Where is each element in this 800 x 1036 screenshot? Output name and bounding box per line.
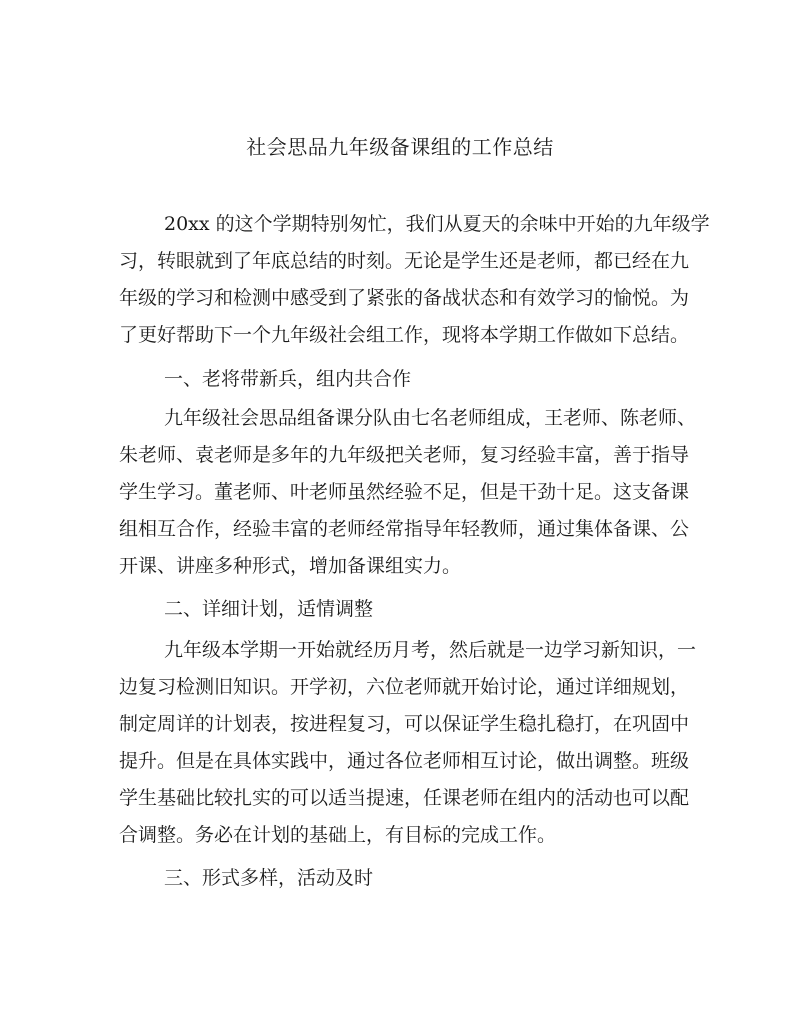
paragraph-line: 九年级社会思品组备课分队由七名老师组成，王老师、陈老师、	[164, 407, 697, 429]
paragraph-line: 20xx 的这个学期特别匆忙，我们从夏天的余味中开始的九年级学	[164, 213, 710, 235]
paragraph-line: 提升。但是在具体实践中，通过各位老师相互讨论，做出调整。班级	[119, 750, 690, 772]
document-title: 社会思品九年级备课组的工作总结	[246, 135, 554, 159]
section-heading: 三、形式多样，活动及时	[164, 867, 374, 889]
paragraph-line: 制定周详的计划表，按进程复习，可以保证学生稳扎稳打，在巩固中	[119, 713, 690, 735]
paragraph-line: 学生学习。董老师、叶老师虽然经验不足，但是干劲十足。这支备课	[119, 481, 690, 503]
paragraph-line: 了更好帮助下一个九年级社会组工作，现将本学期工作做如下总结。	[119, 324, 690, 346]
paragraph-line: 开课、讲座多种形式，增加备课组实力。	[119, 555, 462, 577]
section-heading: 一、老将带新兵，组内共合作	[164, 368, 412, 390]
paragraph-line: 合调整。务必在计划的基础上，有目标的完成工作。	[119, 824, 557, 846]
paragraph-line: 朱老师、袁老师是多年的九年级把关老师，复习经验丰富，善于指导	[119, 444, 690, 466]
paragraph-line: 组相互合作，经验丰富的老师经常指导年轻教师，通过集体备课、公	[119, 518, 690, 540]
paragraph-line: 九年级本学期一开始就经历月考，然后就是一边学习新知识，一	[164, 639, 697, 661]
section-heading: 二、详细计划，适情调整	[164, 598, 374, 620]
paragraph-line: 年级的学习和检测中感受到了紧张的备战状态和有效学习的愉悦。为	[119, 287, 690, 309]
paragraph-line: 习，转眼就到了年底总结的时刻。无论是学生还是老师，都已经在九	[119, 250, 690, 272]
paragraph-line: 学生基础比较扎实的可以适当提速，任课老师在组内的活动也可以配	[119, 787, 690, 809]
paragraph-line: 边复习检测旧知识。开学初，六位老师就开始讨论，通过详细规划，	[119, 676, 690, 698]
